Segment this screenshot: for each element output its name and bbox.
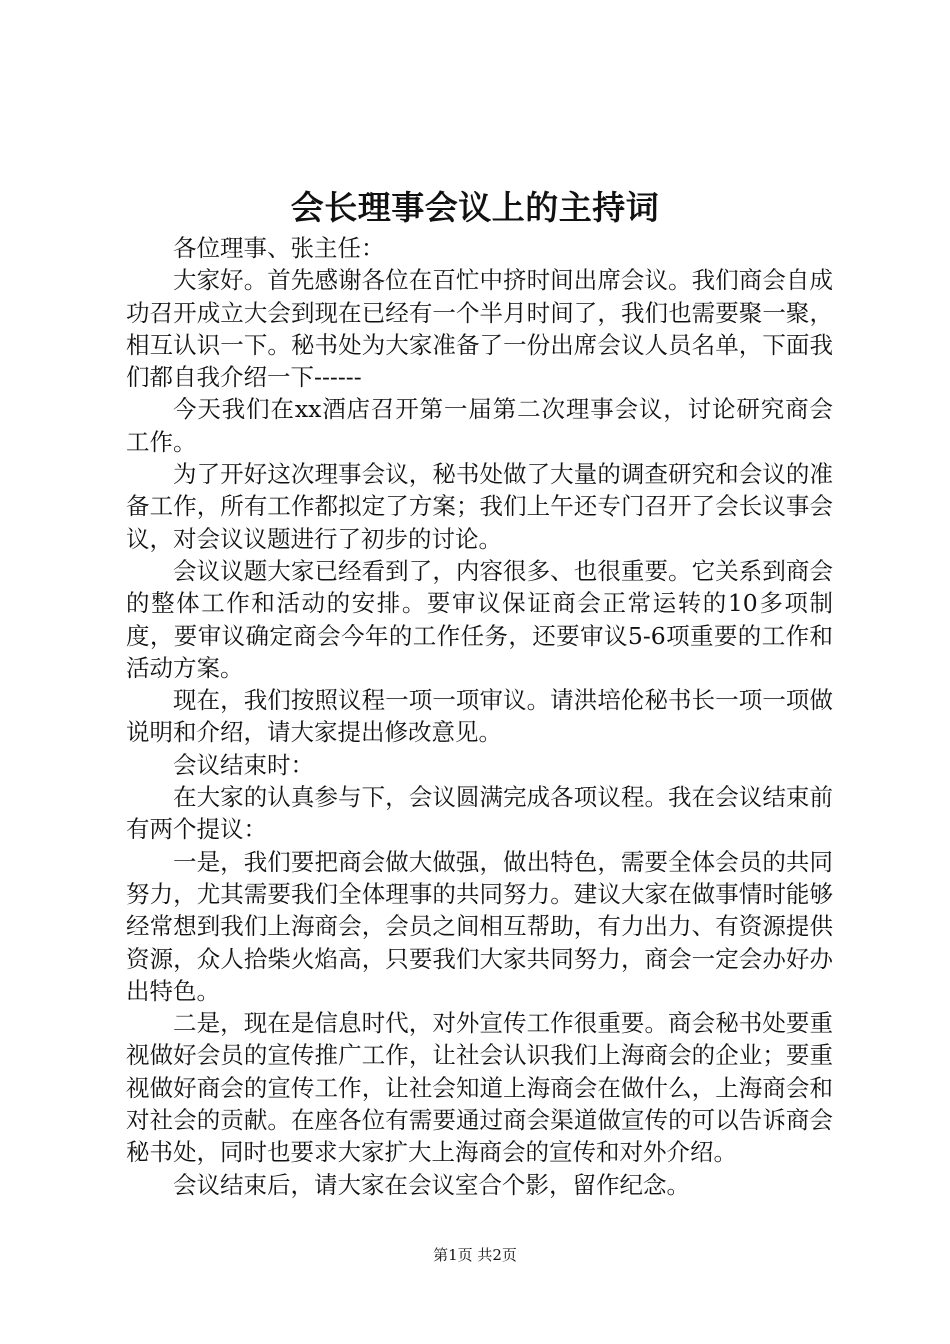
paragraph-closing-intro: 在大家的认真参与下，会议圆满完成各项议程。我在会议结束前有两个提议： <box>126 783 833 844</box>
document-body <box>126 232 833 1201</box>
paragraph-greeting: 各位理事、张主任： <box>173 234 385 262</box>
paragraph-proposal-two: 二是，现在是信息时代，对外宣传工作很重要。商会秘书处要重视做好会员的宣传推广工作，让社会认识我们上海商会的企业；要重视做好商会的宣传工作，让社会知道上海商会在做什么，上海商会和对社会的贡献。在座各位有需要通过商会渠道做宣传的可以告诉商会秘书处，同时也要求大家扩大上海商会的宣传和对外介绍。 <box>126 1009 833 1167</box>
paragraph-opening: 大家好。首先感谢各位在百忙中挤时间出席会议。我们商会自成功召开成立大会到现在已经有一个半月时间了，我们也需要聚一聚，相互认识一下。秘书处为大家准备了一份出席会议人员名单，下面我们都自我介绍一下------ <box>126 266 833 392</box>
document-title: 会长理事会议上的主持词 <box>290 188 660 227</box>
paragraph-photo: 会议结束后，请大家在会议室合个影，留作纪念。 <box>173 1170 690 1199</box>
paragraph-review: 现在，我们按照议程一项一项审议。请洪培伦秘书长一项一项做说明和介绍，请大家提出修改意见。 <box>126 686 833 747</box>
page-footer: 第1页 共2页 <box>433 1246 517 1264</box>
paragraph-closing-heading: 会议结束时： <box>173 750 314 779</box>
paragraph-meeting-info: 今天我们在xx酒店召开第一届第二次理事会议，讨论研究商会工作。 <box>126 395 833 456</box>
paragraph-preparation: 为了开好这次理事会议，秘书处做了大量的调查研究和会议的准备工作，所有工作都拟定了方案；我们上午还专门召开了会长议事会议，对会议议题进行了初步的讨论。 <box>126 460 833 553</box>
paragraph-proposal-one: 一是，我们要把商会做大做强，做出特色，需要全体会员的共同努力，尤其需要我们全体理事的共同努力。建议大家在做事情时能够经常想到我们上海商会，会员之间相互帮助，有力出力、有资源提供资源，众人拾柴火焰高，只要我们大家共同努力，商会一定会办好办出特色。 <box>126 847 833 1005</box>
paragraph-agenda: 会议议题大家已经看到了，内容很多、也很重要。它关系到商会的整体工作和活动的安排。要审议保证商会正常运转的10多项制度，要审议确定商会今年的工作任务，还要审议5-6项重要的工作和活动方案。 <box>126 556 833 682</box>
